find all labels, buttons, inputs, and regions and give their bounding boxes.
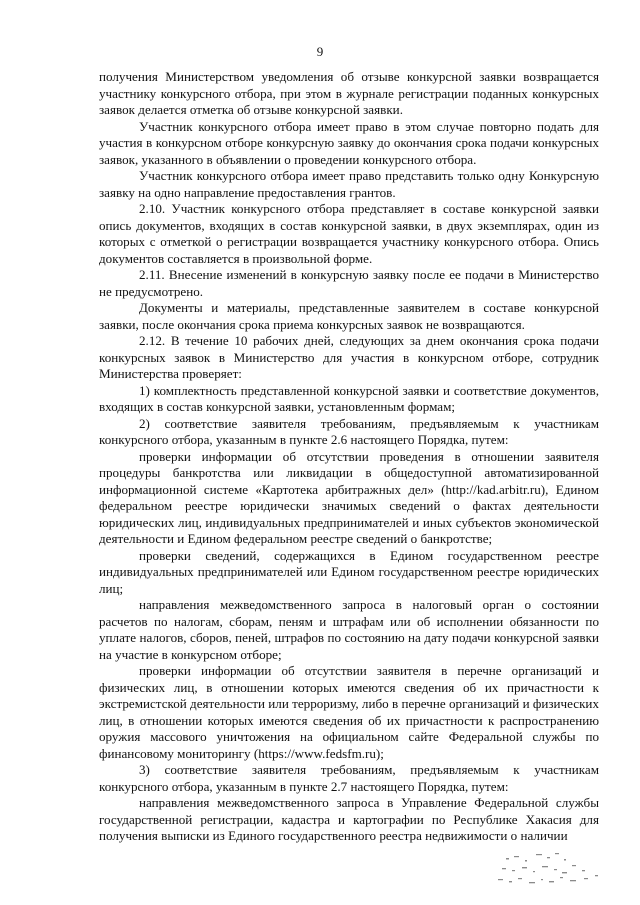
paragraph-withdrawal-continuation: получения Министерством уведомления об отзыве конкурсной заявки возвращается участнику конкурсного отбора, при этом в журнале регистрации поданных конкурсных заявок делается отметка об отзыве конкурсной заявки.: [99, 69, 599, 117]
document-body: [99, 69, 599, 845]
page-number: 9: [316, 44, 324, 59]
paragraph-single-application: Участник конкурсного отбора имеет право представить только одну Конкурсную заявку на одно направление предоставления грантов.: [99, 168, 599, 200]
paragraph-extremism-check: проверки информации об отсутствии заявителя в перечне организаций и физических лиц, в отношении которых имеются сведения об их причастности к экстремистской деятельности или терроризму, либо в перечне организаций и физических лиц, в отношении которых имеются сведения об их причастности к распространению оружия массового уничтожения на официальном сайте Федеральной службы по финансовому мониторингу (https://www.fedsfm.ru);: [99, 663, 599, 761]
paragraph-2-12-check: 2.12. В течение 10 рабочих дней, следующих за днем окончания срока подачи конкурсных заявок в Министерство для участия в конкурсном отборе, сотрудник Министерства проверяет:: [99, 333, 599, 381]
paragraph-check-item-1: 1) комплектность представленной конкурсной заявки и соответствие документов, входящих в состав конкурсной заявки, установленным формам;: [99, 382, 599, 414]
paragraph-documents-not-returned: Документы и материалы, представленные заявителем в составе конкурсной заявки, после окончания срока приема конкурсных заявок не возвращаются.: [99, 300, 599, 332]
paragraph-resubmission-right: Участник конкурсного отбора имеет право в этом случае повторно подать для участия в конкурсном отборе конкурсную заявку до окончания срока подачи конкурсных заявок, указанного в объявлении о проведении конкурсного отбора.: [99, 118, 599, 167]
paragraph-rosreestr-request: направления межведомственного запроса в Управление Федеральной службы государственной регистрации, кадастра и картографии по Республике Хакасия для получения выписки из Единого государственного реестра недвижимости о наличии: [99, 795, 599, 843]
paragraph-tax-request: направления межведомственного запроса в налоговый орган о состоянии расчетов по налогам, сборам, пеням и штрафам или об исполнении обязанности по уплате налогов, сборов, пеней, штрафов по состоянию на дату подачи конкурсной заявки на участие в конкурсном отборе;: [99, 597, 599, 662]
paragraph-check-item-3: 3) соответствие заявителя требованиям, предъявляемым к участникам конкурсного отбора, указанным в пункте 2.7 настоящего Порядка, путем:: [99, 762, 599, 794]
paragraph-check-item-2: 2) соответствие заявителя требованиям, предъявляемым к участникам конкурсного отбора, указанным в пункте 2.6 настоящего Порядка, путем:: [99, 415, 599, 447]
paragraph-2-10-inventory: 2.10. Участник конкурсного отбора представляет в составе конкурсной заявки опись документов, входящих в состав конкурсной заявки, в двух экземплярах, один из которых с отметкой о регистрации возвращается участнику конкурсного отбора. Опись документов составляется в произвольной форме.: [99, 201, 599, 266]
paragraph-bankruptcy-check: проверки информации об отсутствии проведения в отношении заявителя процедуры банкротства или ликвидации в общедоступной автоматизированной информационной системе «Картотека арбитражных дел» (http://kad.arbitr.ru), Едином федеральном реестре юридически значимых сведений о фактах деятельности юридических лиц, индивидуальных предпринимателей и иных субъектов экономической деятельности и Едином федеральном реестре сведений о банкротстве;: [99, 448, 599, 546]
paragraph-registry-check: проверки сведений, содержащихся в Едином государственном реестре индивидуальных предпринимателей или Едином государственном реестре юридических лиц;: [99, 547, 599, 596]
scan-noise-marks: [492, 848, 612, 888]
paragraph-2-11-no-changes: 2.11. Внесение изменений в конкурсную заявку после ее подачи в Министерство не предусмотрено.: [99, 267, 599, 299]
